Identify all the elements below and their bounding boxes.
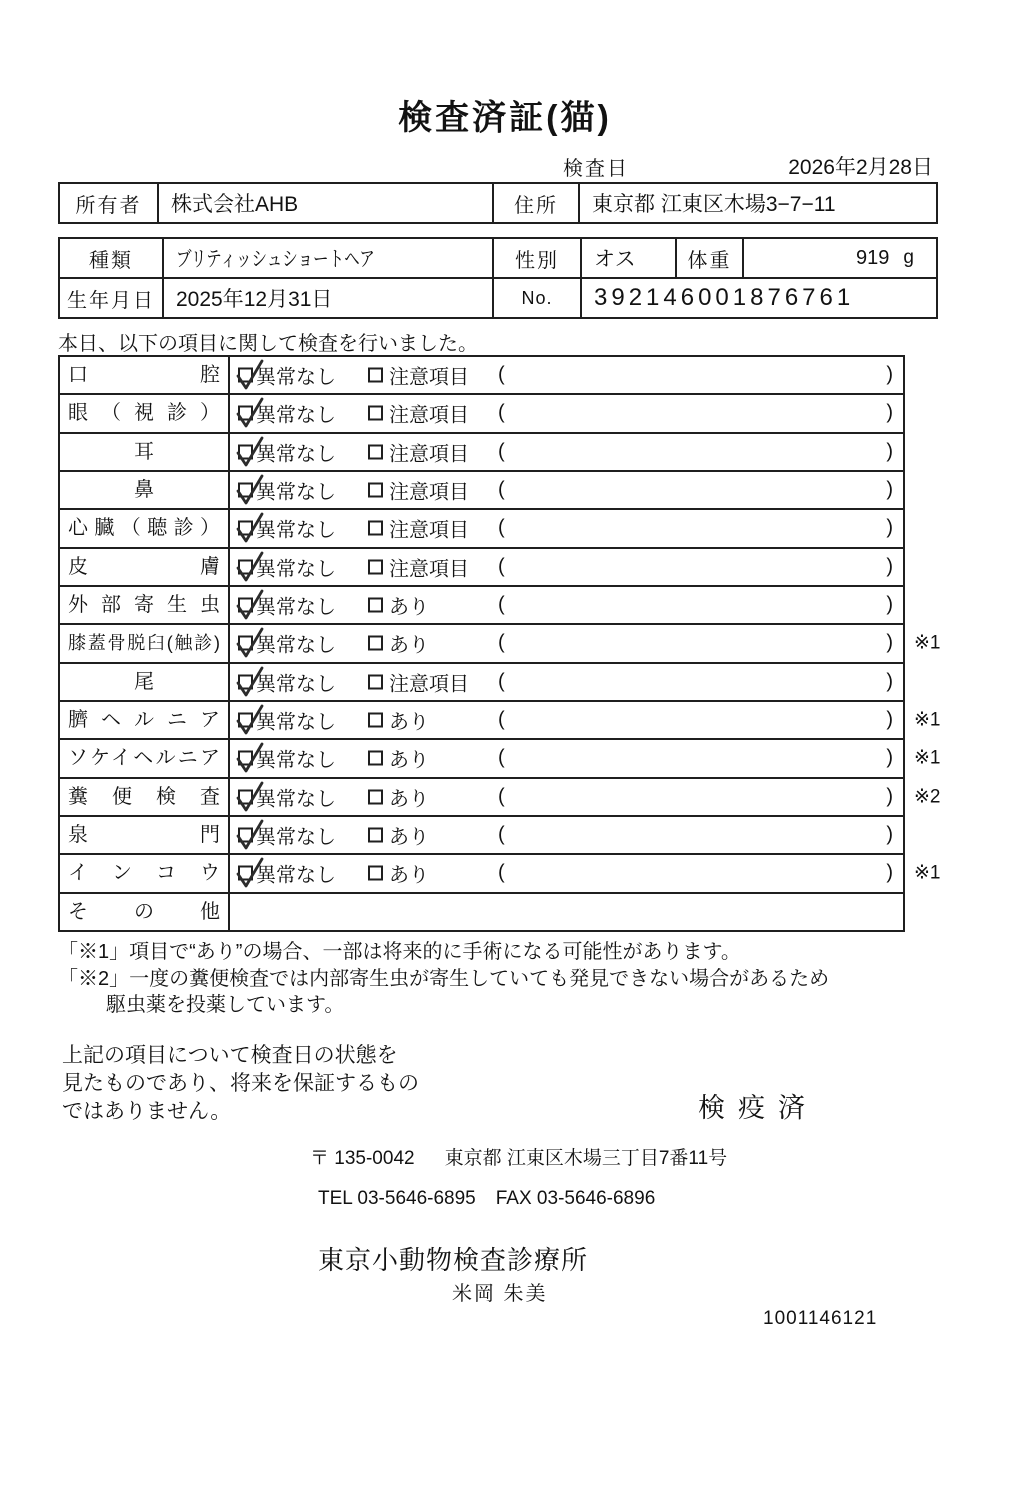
clinic-tel: TEL 03-5646-6895	[318, 1188, 476, 1209]
postal-code: 〒 135-0042	[310, 1148, 415, 1169]
check-row	[60, 740, 941, 778]
inspection-date-label: 検査日	[563, 158, 629, 180]
clinic-fax: FAX 03-5646-6896	[495, 1188, 656, 1209]
footnote-2: 「※2」一度の糞便検査では内部寄生虫が寄生していても発見できない場合があるため	[58, 968, 830, 990]
clinic-name: 東京小動物検査診療所	[318, 1245, 589, 1275]
paren-close: )	[886, 440, 893, 463]
option1-label: 異常なし	[256, 481, 336, 504]
checkbox-checked	[238, 828, 253, 843]
paren-close: )	[886, 363, 893, 386]
checkbox-empty	[368, 636, 383, 651]
row-options	[230, 549, 903, 585]
paren-open: (	[498, 631, 505, 654]
option1-label: 異常なし	[256, 404, 336, 427]
option1-label: 異常なし	[256, 443, 336, 466]
paren-close: )	[886, 823, 893, 846]
owner-label: 所有者	[60, 184, 159, 222]
row-label: 口腔	[60, 357, 230, 393]
row-label: 心臓（聴診）	[60, 510, 230, 546]
option1-label: 異常なし	[256, 366, 336, 389]
option2-label: あり	[389, 788, 429, 811]
check-row	[60, 434, 903, 472]
check-row	[60, 664, 903, 702]
row-options	[230, 472, 903, 508]
check-row	[60, 357, 903, 395]
paren-close: )	[886, 478, 893, 501]
check-row	[60, 702, 941, 740]
row-label: 泉門	[60, 817, 230, 853]
option1-label: 異常なし	[256, 634, 336, 657]
check-row	[60, 587, 903, 625]
option2-label: あり	[389, 864, 429, 887]
checkbox-empty	[368, 406, 383, 421]
option1-label: 異常なし	[256, 788, 336, 811]
option2-label: 注意項目	[389, 366, 469, 389]
row-options	[230, 779, 903, 815]
breed-value: ブリティッシュショートヘア	[164, 239, 494, 277]
row-label: 外部寄生虫	[60, 587, 230, 623]
row-options	[230, 817, 903, 853]
checkbox-checked	[238, 368, 253, 383]
row-options	[230, 894, 903, 930]
checkbox-empty	[368, 828, 383, 843]
paren-close: )	[886, 631, 893, 654]
check-row	[60, 472, 903, 510]
pet-table-row-1	[60, 239, 936, 279]
option2-label: 注意項目	[389, 481, 469, 504]
checkbox-checked	[238, 559, 253, 574]
option2-label: 注意項目	[389, 443, 469, 466]
paren-close: )	[886, 861, 893, 884]
option2-label: あり	[389, 749, 429, 772]
row-note: ※1	[914, 747, 941, 769]
row-options	[230, 395, 903, 431]
option1-label: 異常なし	[256, 519, 336, 542]
row-note: ※2	[914, 786, 941, 808]
paren-close: )	[886, 401, 893, 424]
disclaimer-line: 上記の項目について検査日の状態を	[62, 1044, 398, 1067]
clinic-address: 東京都 江東区木場三丁目7番11号	[444, 1148, 728, 1169]
check-row	[60, 625, 941, 663]
check-row	[60, 510, 903, 548]
checkbox-empty	[368, 483, 383, 498]
pet-table	[58, 237, 938, 319]
checkbox-checked	[238, 483, 253, 498]
paren-close: )	[886, 746, 893, 769]
row-label: 鼻	[60, 472, 230, 508]
row-options	[230, 702, 903, 738]
clinic-telfax-line	[318, 1188, 655, 1210]
paren-open: (	[498, 785, 505, 808]
checkbox-checked	[238, 598, 253, 613]
disclaimer-line: 見たものであり、将来を保証するもの	[62, 1072, 419, 1095]
paren-close: )	[886, 708, 893, 731]
veterinarian-name: 米岡 朱美	[452, 1283, 548, 1305]
breed-label: 種類	[60, 239, 164, 277]
paren-close: )	[886, 785, 893, 808]
row-label: 眼（視診）	[60, 395, 230, 431]
option1-label: 異常なし	[256, 864, 336, 887]
paren-close: )	[886, 555, 893, 578]
row-options	[230, 664, 903, 700]
row-label: その他	[60, 894, 230, 930]
option2-label: 注意項目	[389, 404, 469, 427]
row-note: ※1	[914, 862, 941, 884]
birthdate-label: 生年月日	[60, 279, 164, 317]
checkbox-empty	[368, 368, 383, 383]
check-row	[60, 395, 903, 433]
checkbox-empty	[368, 789, 383, 804]
paren-open: (	[498, 516, 505, 539]
row-options	[230, 510, 903, 546]
option1-label: 異常なし	[256, 596, 336, 619]
checkbox-checked	[238, 636, 253, 651]
check-row	[60, 549, 903, 587]
checkbox-empty	[368, 674, 383, 689]
checkbox-checked	[238, 444, 253, 459]
row-label: インコウ	[60, 855, 230, 891]
checkbox-empty	[368, 559, 383, 574]
row-label: 糞便検査	[60, 779, 230, 815]
checkbox-checked	[238, 713, 253, 728]
check-row	[60, 817, 903, 855]
checkbox-empty	[368, 751, 383, 766]
option1-label: 異常なし	[256, 558, 336, 581]
row-note: ※1	[914, 632, 941, 654]
checkbox-empty	[368, 866, 383, 881]
paren-open: (	[498, 440, 505, 463]
check-row	[60, 855, 941, 893]
option2-label: 注意項目	[389, 519, 469, 542]
row-options	[230, 587, 903, 623]
option2-label: あり	[389, 711, 429, 734]
sex-value: オス	[582, 239, 677, 277]
option1-label: 異常なし	[256, 826, 336, 849]
paren-close: )	[886, 670, 893, 693]
sex-label: 性別	[494, 239, 582, 277]
checkbox-checked	[238, 521, 253, 536]
checkbox-empty	[368, 444, 383, 459]
row-label: 膝蓋骨脱臼(触診)	[60, 625, 230, 661]
checkbox-empty	[368, 598, 383, 613]
registration-no-label: No.	[494, 279, 582, 317]
checkbox-checked	[238, 751, 253, 766]
footnote-1: 「※1」項目で“あり”の場合、一部は将来的に手術になる可能性があります。	[58, 941, 741, 963]
row-options	[230, 740, 903, 776]
address-value: 東京都 江東区木場3−7−11	[592, 193, 836, 216]
page-title: 検査済証(猫)	[398, 99, 612, 137]
checkbox-checked	[238, 866, 253, 881]
birthdate-value: 2025年12月31日	[164, 279, 494, 317]
check-row	[60, 894, 903, 930]
option1-label: 異常なし	[256, 673, 336, 696]
paren-open: (	[498, 555, 505, 578]
row-label: 尾	[60, 664, 230, 700]
option1-label: 異常なし	[256, 711, 336, 734]
address-label: 住所	[494, 184, 580, 222]
row-note: ※1	[914, 709, 941, 731]
intro-text: 本日、以下の項目に関して検査を行いました。	[58, 333, 478, 355]
inspection-check-table	[58, 355, 941, 932]
paren-open: (	[498, 823, 505, 846]
quarantine-stamp: 検疫済	[698, 1093, 818, 1123]
checkbox-empty	[368, 713, 383, 728]
row-options	[230, 855, 903, 891]
paren-close: )	[886, 593, 893, 616]
row-label: 臍ヘルニア	[60, 702, 230, 738]
option2-label: あり	[389, 596, 429, 619]
option2-label: 注意項目	[389, 558, 469, 581]
row-label: ソケイヘルニア	[60, 740, 230, 776]
weight-number: 919	[856, 246, 890, 269]
checkbox-checked	[238, 789, 253, 804]
weight-unit: g	[903, 247, 914, 268]
clinic-postal-line	[310, 1143, 727, 1170]
option1-label: 異常なし	[256, 749, 336, 772]
checkbox-checked	[238, 674, 253, 689]
paren-open: (	[498, 401, 505, 424]
option2-label: 注意項目	[389, 673, 469, 696]
row-options	[230, 625, 903, 661]
disclaimer	[62, 1042, 419, 1126]
paren-open: (	[498, 363, 505, 386]
checkbox-empty	[368, 521, 383, 536]
registration-no-value: 392146001876761	[594, 284, 855, 311]
paren-open: (	[498, 593, 505, 616]
row-options	[230, 434, 903, 470]
paren-open: (	[498, 670, 505, 693]
pet-table-row-2	[60, 279, 936, 317]
owner-table	[58, 182, 938, 224]
owner-value: 株式会社AHB	[159, 184, 494, 222]
weight-label: 体重	[677, 239, 744, 277]
paren-close: )	[886, 516, 893, 539]
weight-value	[744, 239, 936, 277]
row-options	[230, 357, 903, 393]
disclaimer-line: ではありません。	[62, 1100, 232, 1123]
certificate-number: 1001146121	[763, 1308, 878, 1329]
paren-open: (	[498, 708, 505, 731]
option2-label: あり	[389, 634, 429, 657]
footnote-2-continued: 駆虫薬を投薬しています。	[106, 994, 345, 1016]
paren-open: (	[498, 861, 505, 884]
paren-open: (	[498, 478, 505, 501]
row-label: 耳	[60, 434, 230, 470]
option2-label: あり	[389, 826, 429, 849]
checkbox-checked	[238, 406, 253, 421]
check-row	[60, 779, 941, 817]
row-label: 皮膚	[60, 549, 230, 585]
inspection-date-value: 2026年2月28日	[788, 156, 933, 179]
paren-open: (	[498, 746, 505, 769]
